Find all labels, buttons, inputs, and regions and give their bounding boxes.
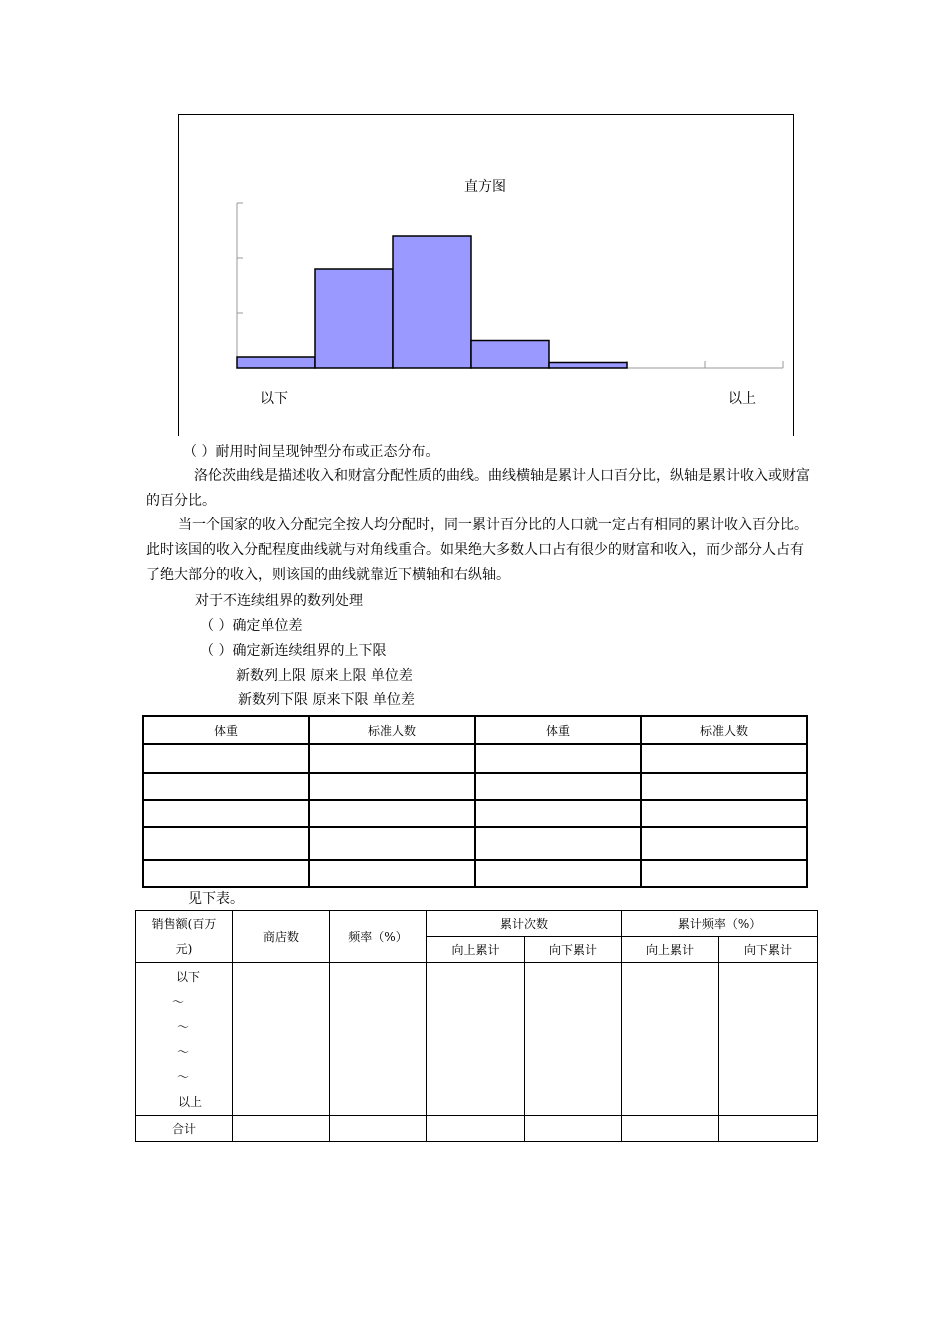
paragraph-8: 新数列下限 原来下限 单位差 (238, 692, 415, 708)
histogram-chart (178, 114, 794, 436)
chart-title: 直方图 (464, 179, 506, 195)
table-row (143, 773, 807, 800)
range-label: ～ (172, 995, 185, 1009)
range-label: 以上 (178, 1095, 203, 1109)
header-weight: 体重 (143, 716, 309, 744)
range-label: 以下 (176, 970, 201, 984)
header-frequency: 频率（%） (330, 911, 427, 963)
paragraph-2: 洛伦茨曲线是描述收入和财富分配性质的曲线。曲线横轴是累计人口百分比，纵轴是累计收入或财富的百分比。 (146, 468, 810, 509)
header-count-up: 向上累计 (427, 937, 525, 963)
range-label: ～ (177, 1020, 190, 1034)
header-count-down: 向下累计 (525, 937, 622, 963)
x-tick-label: 以上 (728, 391, 756, 407)
range-label: ～ (177, 1070, 190, 1084)
paragraph-6: （ ）确定新连续组界的上下限 (200, 643, 387, 659)
total-label: 合计 (136, 1116, 233, 1142)
header-cumulative-frequency: 累计频率（%） (622, 911, 818, 937)
paragraph-5: （ ）确定单位差 (200, 618, 303, 634)
header-freq-down: 向下累计 (719, 937, 818, 963)
histogram-bar (315, 269, 393, 368)
paragraph-7: 新数列上限 原来上限 单位差 (236, 668, 413, 684)
table-row (143, 800, 807, 827)
table-row (136, 1116, 818, 1142)
header-sales: 销售额(百万元) (136, 911, 233, 963)
header-shops: 商店数 (233, 911, 330, 963)
paragraph-9: 见下表。 (188, 891, 244, 907)
histogram-bar (471, 341, 549, 369)
table-row (143, 744, 807, 773)
paragraph-1: （ ）耐用时间呈现钟型分布或正态分布。 (183, 444, 440, 460)
table-row (136, 963, 818, 1116)
header-weight: 体重 (475, 716, 641, 744)
header-standard-count: 标准人数 (641, 716, 807, 744)
table-row (143, 827, 807, 860)
header-freq-up: 向上累计 (622, 937, 719, 963)
header-cumulative-count: 累计次数 (427, 911, 622, 937)
x-tick-label: 以下 (260, 391, 288, 407)
histogram-bar (237, 357, 315, 368)
paragraph-4: 对于不连续组界的数列处理 (195, 593, 363, 609)
histogram-bar (549, 363, 627, 369)
sales-frequency-table (135, 910, 818, 1142)
weight-table (142, 715, 808, 888)
header-standard-count: 标准人数 (309, 716, 475, 744)
range-cell (136, 963, 233, 1116)
table-row (143, 860, 807, 887)
histogram-bar (393, 236, 471, 368)
range-label: ～ (177, 1045, 190, 1059)
histogram-svg (179, 115, 795, 437)
paragraph-3: 当一个国家的收入分配完全按人均分配时，同一累计百分比的人口就一定占有相同的累计收入百分比。此时该国的收入分配程度曲线就与对角线重合。如果绝大多数人口占有很少的财富和收入，而少部分人占有了绝大部分的收入，则该国的曲线就靠近下横轴和右纵轴。 (146, 517, 808, 583)
table-header-row (143, 716, 807, 744)
